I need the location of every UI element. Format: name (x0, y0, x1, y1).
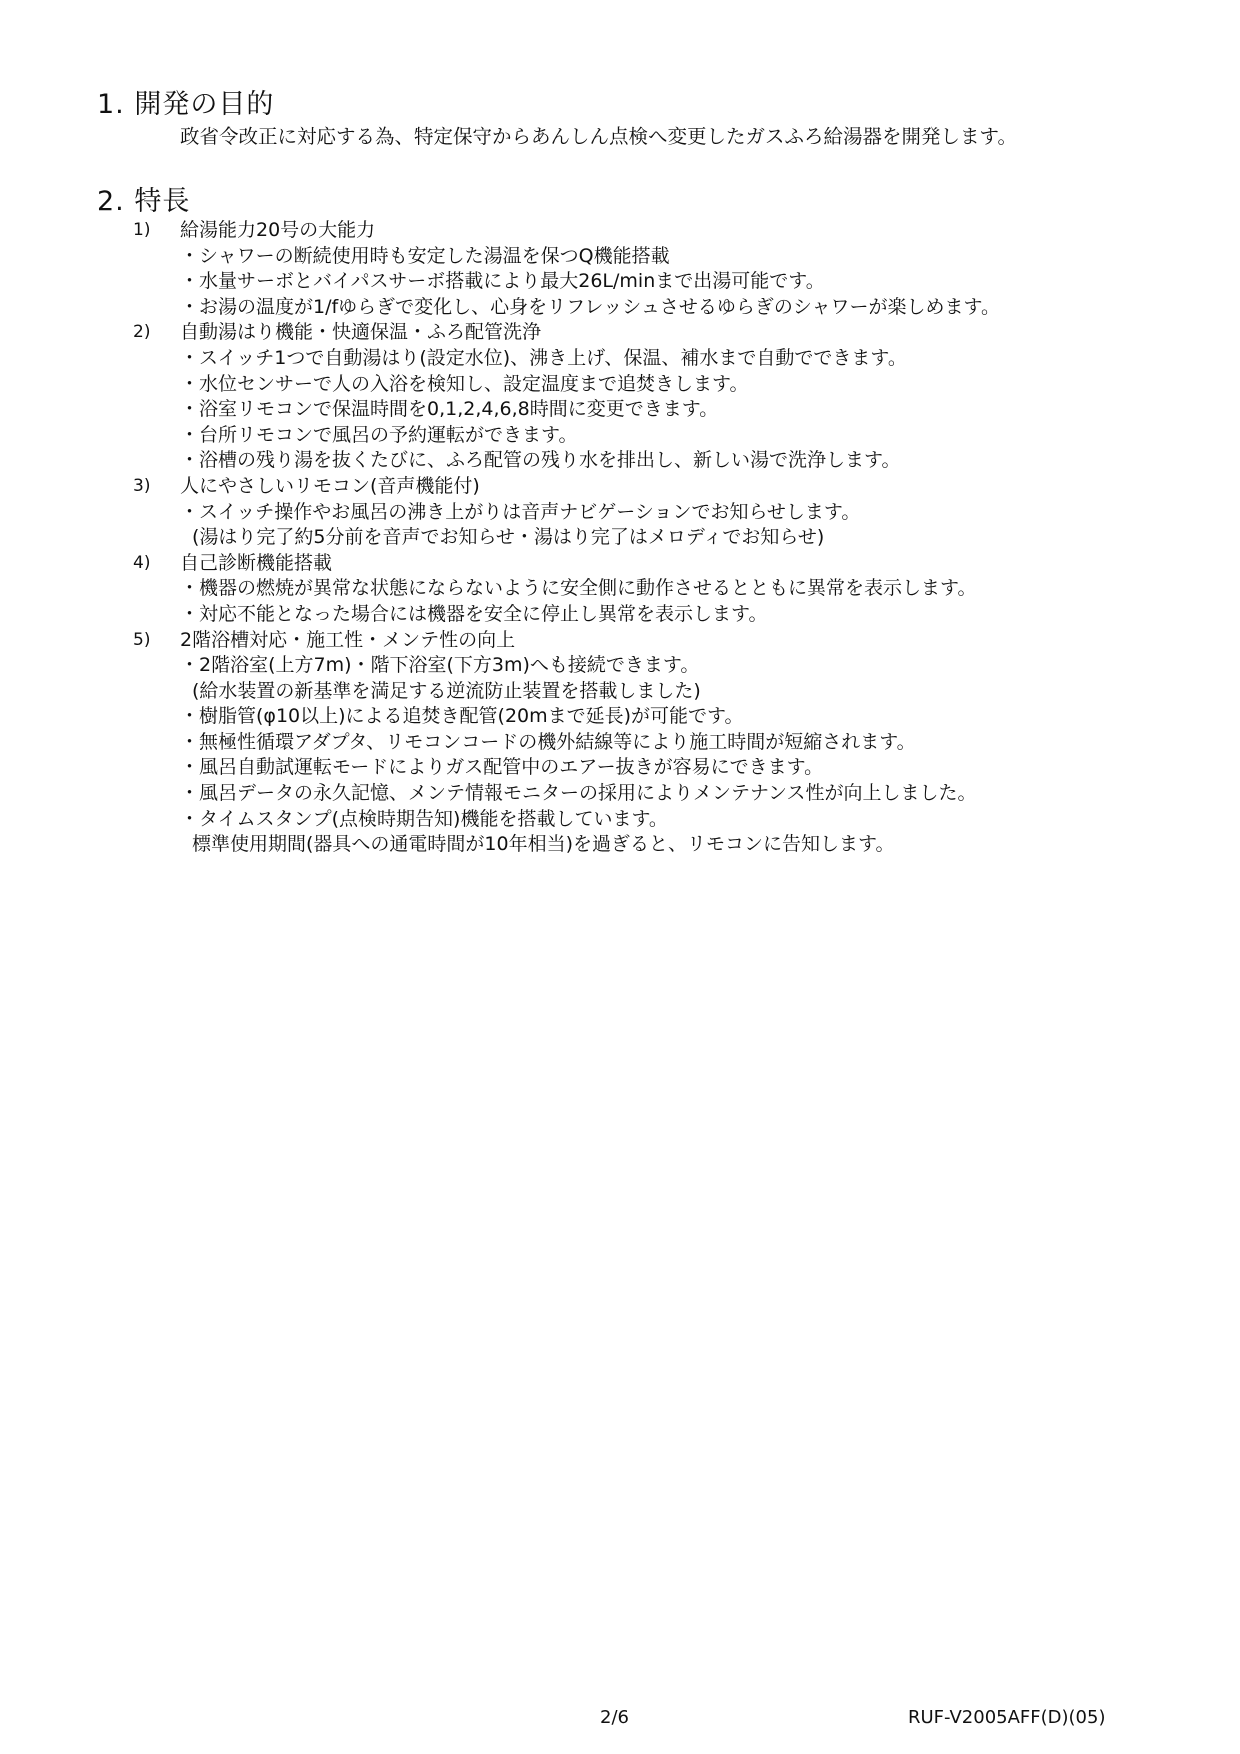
feature-continuation-text: (湯はり完了約5分前を音声でお知らせ・湯はり完了はメロディでお知らせ) (192, 526, 825, 549)
section-1-body: 政省令改正に対応する為、特定保守からあんしん点検へ変更したガスふろ給湯器を開発します。 (180, 125, 1017, 148)
feature-number: 4) (133, 552, 151, 573)
feature-line-text: ・2階浴室(上方7m)・階下浴室(下方3m)へも接続できます。 (180, 654, 700, 677)
feature-line-text: ・風呂自動試運転モードによりガス配管中のエアー抜きが容易にできます。 (180, 756, 824, 779)
feature-line (0, 704, 1240, 730)
feature-line (0, 602, 1240, 628)
feature-line-text: ・タイムスタンプ(点検時期告知)機能を搭載しています。 (180, 807, 668, 830)
feature-line (0, 346, 1240, 372)
feature-line (0, 295, 1240, 321)
feature-list (0, 218, 1240, 858)
feature-line-text: ・台所リモコンで風呂の予約運転ができます。 (180, 423, 578, 446)
feature-number: 3) (133, 475, 151, 496)
feature-number: 2) (133, 322, 151, 343)
feature-line (0, 755, 1240, 781)
feature-heading-row (0, 474, 1240, 500)
feature-line-text: ・樹脂管(φ10以上)による追焚き配管(20mまで延長)が可能です。 (180, 705, 744, 728)
feature-line (0, 448, 1240, 474)
feature-line-text: ・浴室リモコンで保温時間を0,1,2,4,6,8時間に変更できます。 (180, 398, 719, 421)
feature-line-text: ・スイッチ操作やお風呂の沸き上がりは音声ナビゲーションでお知らせします。 (180, 500, 861, 523)
feature-heading-row (0, 628, 1240, 654)
feature-line (0, 781, 1240, 807)
feature-line (0, 423, 1240, 449)
feature-line (0, 653, 1240, 679)
feature-line-text: ・水量サーボとバイパスサーボ搭載により最大26L/minまで出湯可能です。 (180, 270, 825, 293)
feature-line-text: ・スイッチ1つで自動湯はり(設定水位)、沸き上げ、保温、補水まで自動でできます。 (180, 346, 907, 369)
feature-continuation-text: 標準使用期間(器具への通電時間が10年相当)を過ぎると、リモコンに告知します。 (192, 833, 895, 856)
feature-line-text: ・対応不能となった場合には機器を安全に停止し異常を表示します。 (180, 602, 768, 625)
feature-heading-row (0, 320, 1240, 346)
feature-line-text: ・水位センサーで人の入浴を検知し、設定温度まで追焚きします。 (180, 372, 749, 395)
feature-line (0, 397, 1240, 423)
feature-heading: 2階浴槽対応・施工性・メンテ性の向上 (180, 628, 516, 651)
feature-heading: 人にやさしいリモコン(音声機能付) (180, 474, 480, 497)
feature-number: 1) (133, 220, 151, 240)
feature-continuation-line (0, 525, 1240, 551)
feature-continuation-line (0, 679, 1240, 705)
feature-line (0, 807, 1240, 833)
feature-line-text: ・風呂データの永久記憶、メンテ情報モニターの採用によりメンテナンス性が向上しました。 (180, 782, 977, 805)
feature-heading-row (0, 551, 1240, 577)
feature-line (0, 576, 1240, 602)
feature-heading-row (0, 218, 1240, 244)
feature-line (0, 269, 1240, 295)
feature-line (0, 730, 1240, 756)
feature-heading: 自己診断機能搭載 (180, 551, 333, 574)
feature-line-text: ・浴槽の残り湯を抜くたびに、ふろ配管の残り水を排出し、新しい湯で洗浄します。 (180, 449, 901, 472)
page-number: 2/6 (600, 1707, 629, 1728)
feature-line-text: ・シャワーの断続使用時も安定した湯温を保つQ機能搭載 (180, 244, 670, 267)
feature-line (0, 500, 1240, 526)
feature-number: 5) (133, 629, 151, 650)
feature-line (0, 372, 1240, 398)
section-1-title: 1. 開発の目的 (97, 89, 275, 120)
feature-line-text: ・機器の燃焼が異常な状態にならないように安全側に動作させるとともに異常を表示します。 (180, 577, 977, 600)
document-code: RUF-V2005AFF(D)(05) (908, 1707, 1106, 1728)
feature-line-text: ・お湯の温度が1/fゆらぎで変化し、心身をリフレッシュさせるゆらぎのシャワーが楽しめます。 (180, 295, 1000, 318)
feature-continuation-text: (給水装置の新基準を満足する逆流防止装置を搭載しました) (192, 679, 701, 702)
section-2-title: 2. 特長 (97, 186, 191, 217)
feature-heading: 給湯能力20号の大能力 (180, 219, 376, 241)
feature-heading: 自動湯はり機能・快適保温・ふろ配管洗浄 (180, 321, 542, 344)
feature-line-text: ・無極性循環アダプタ、リモコンコードの機外結線等により施工時間が短縮されます。 (180, 730, 916, 753)
feature-continuation-line (0, 832, 1240, 858)
feature-line (0, 244, 1240, 270)
